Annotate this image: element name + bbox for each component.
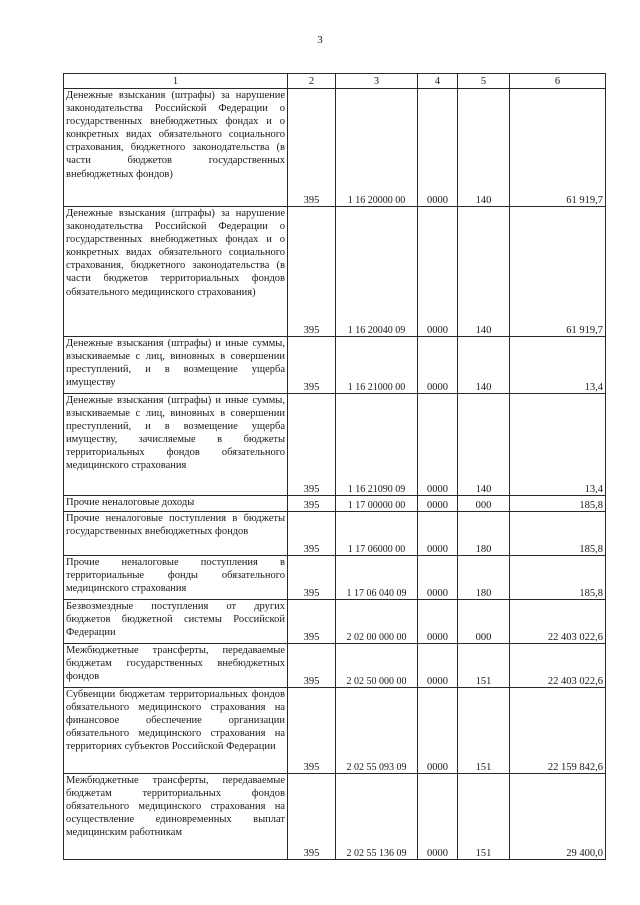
row-kosgu: 180: [458, 512, 510, 556]
row-kosgu: 000: [458, 600, 510, 644]
row-amount: 185,8: [510, 496, 606, 512]
row-amount: 61 919,7: [510, 89, 606, 207]
row-amount: 22 403 022,6: [510, 644, 606, 688]
row-admin-code: 395: [288, 644, 336, 688]
row-budget-code: 2 02 50 000 00: [336, 644, 418, 688]
table-header-row: [64, 74, 606, 89]
row-kosgu: 151: [458, 644, 510, 688]
row-amount: 22 403 022,6: [510, 600, 606, 644]
row-amount: 22 159 842,6: [510, 688, 606, 774]
row-subcode: 0000: [418, 600, 458, 644]
row-subcode: 0000: [418, 394, 458, 496]
row-admin-code: 395: [288, 688, 336, 774]
row-name: Безвозмездные поступления от других бюджетов бюджетной системы Российской Федерации: [64, 600, 288, 644]
table-row: [64, 556, 606, 600]
row-kosgu: 140: [458, 89, 510, 207]
header-col-4: 4: [418, 74, 458, 89]
row-kosgu: 140: [458, 207, 510, 337]
row-name: Прочие неналоговые поступления в территориальные фонды обязательного медицинского страхования: [64, 556, 288, 600]
row-kosgu: 180: [458, 556, 510, 600]
row-admin-code: 395: [288, 600, 336, 644]
page-number: 3: [317, 34, 323, 46]
row-amount: 13,4: [510, 394, 606, 496]
table-row: [64, 394, 606, 496]
row-subcode: 0000: [418, 207, 458, 337]
row-admin-code: 395: [288, 207, 336, 337]
row-name: Межбюджетные трансферты, передаваемые бюджетам территориальных фондов обязательного медицинского страхования на осуществление единовременных выплат медицинским работникам: [64, 774, 288, 860]
row-kosgu: 000: [458, 496, 510, 512]
header-col-2: 2: [288, 74, 336, 89]
table-row: [64, 207, 606, 337]
budget-revenue-table: [63, 73, 606, 860]
row-budget-code: 1 16 20000 00: [336, 89, 418, 207]
row-subcode: 0000: [418, 688, 458, 774]
row-budget-code: 1 16 21090 09: [336, 394, 418, 496]
table-row: [64, 600, 606, 644]
row-amount: 13,4: [510, 337, 606, 394]
row-subcode: 0000: [418, 512, 458, 556]
row-kosgu: 151: [458, 688, 510, 774]
row-name: Прочие неналоговые поступления в бюджеты государственных внебюджетных фондов: [64, 512, 288, 556]
row-kosgu: 140: [458, 337, 510, 394]
row-subcode: 0000: [418, 556, 458, 600]
row-budget-code: 1 16 21000 00: [336, 337, 418, 394]
row-name: Денежные взыскания (штрафы) за нарушение законодательства Российской Федерации о государственных внебюджетных фондах и о конкретных видах обязательного социального страхования, бюджетного законодательства (в части бюджетов государственных внебюджетных фондов): [64, 89, 288, 207]
row-admin-code: 395: [288, 337, 336, 394]
row-admin-code: 395: [288, 556, 336, 600]
row-budget-code: 2 02 00 000 00: [336, 600, 418, 644]
row-amount: 61 919,7: [510, 207, 606, 337]
table-row: [64, 774, 606, 860]
row-kosgu: 151: [458, 774, 510, 860]
row-name: Межбюджетные трансферты, передаваемые бюджетам государственных внебюджетных фондов: [64, 644, 288, 688]
row-name: Денежные взыскания (штрафы) и иные суммы, взыскиваемые с лиц, виновных в совершении преступлений, и в возмещение ущерба имуществу: [64, 337, 288, 394]
row-subcode: 0000: [418, 496, 458, 512]
row-name: Субвенции бюджетам территориальных фондов обязательного медицинского страхования на финансовое обеспечение организации обязательного медицинского страхования на территориях субъектов Российской Федерации: [64, 688, 288, 774]
table-row: [64, 644, 606, 688]
row-kosgu: 140: [458, 394, 510, 496]
row-budget-code: 1 17 06000 00: [336, 512, 418, 556]
row-subcode: 0000: [418, 337, 458, 394]
row-budget-code: 1 16 20040 09: [336, 207, 418, 337]
table-row: [64, 496, 606, 512]
row-admin-code: 395: [288, 512, 336, 556]
row-subcode: 0000: [418, 89, 458, 207]
row-subcode: 0000: [418, 774, 458, 860]
header-col-5: 5: [458, 74, 510, 89]
table-row: [64, 89, 606, 207]
table-row: [64, 688, 606, 774]
row-admin-code: 395: [288, 496, 336, 512]
header-col-1: 1: [64, 74, 288, 89]
row-admin-code: 395: [288, 774, 336, 860]
row-amount: 185,8: [510, 556, 606, 600]
row-budget-code: 2 02 55 136 09: [336, 774, 418, 860]
table-row: [64, 337, 606, 394]
row-amount: 29 400,0: [510, 774, 606, 860]
row-admin-code: 395: [288, 89, 336, 207]
row-admin-code: 395: [288, 394, 336, 496]
row-budget-code: 2 02 55 093 09: [336, 688, 418, 774]
row-budget-code: 1 17 06 040 09: [336, 556, 418, 600]
row-subcode: 0000: [418, 644, 458, 688]
row-name: Денежные взыскания (штрафы) и иные суммы, взыскиваемые с лиц, виновных в совершении преступлений, и в возмещение ущерба имуществу, зачисляемые в бюджеты территориальных фондов обязательного медицинского страхования: [64, 394, 288, 496]
header-col-3: 3: [336, 74, 418, 89]
row-amount: 185,8: [510, 512, 606, 556]
row-name: Прочие неналоговые доходы: [64, 496, 288, 512]
row-name: Денежные взыскания (штрафы) за нарушение законодательства Российской Федерации о государственных внебюджетных фондах и о конкретных видах обязательного социального страхования, бюджетного законодательства (в части бюджетов территориальных фондов обязательного медицинского страхования): [64, 207, 288, 337]
table-row: [64, 512, 606, 556]
header-col-6: 6: [510, 74, 606, 89]
row-budget-code: 1 17 00000 00: [336, 496, 418, 512]
